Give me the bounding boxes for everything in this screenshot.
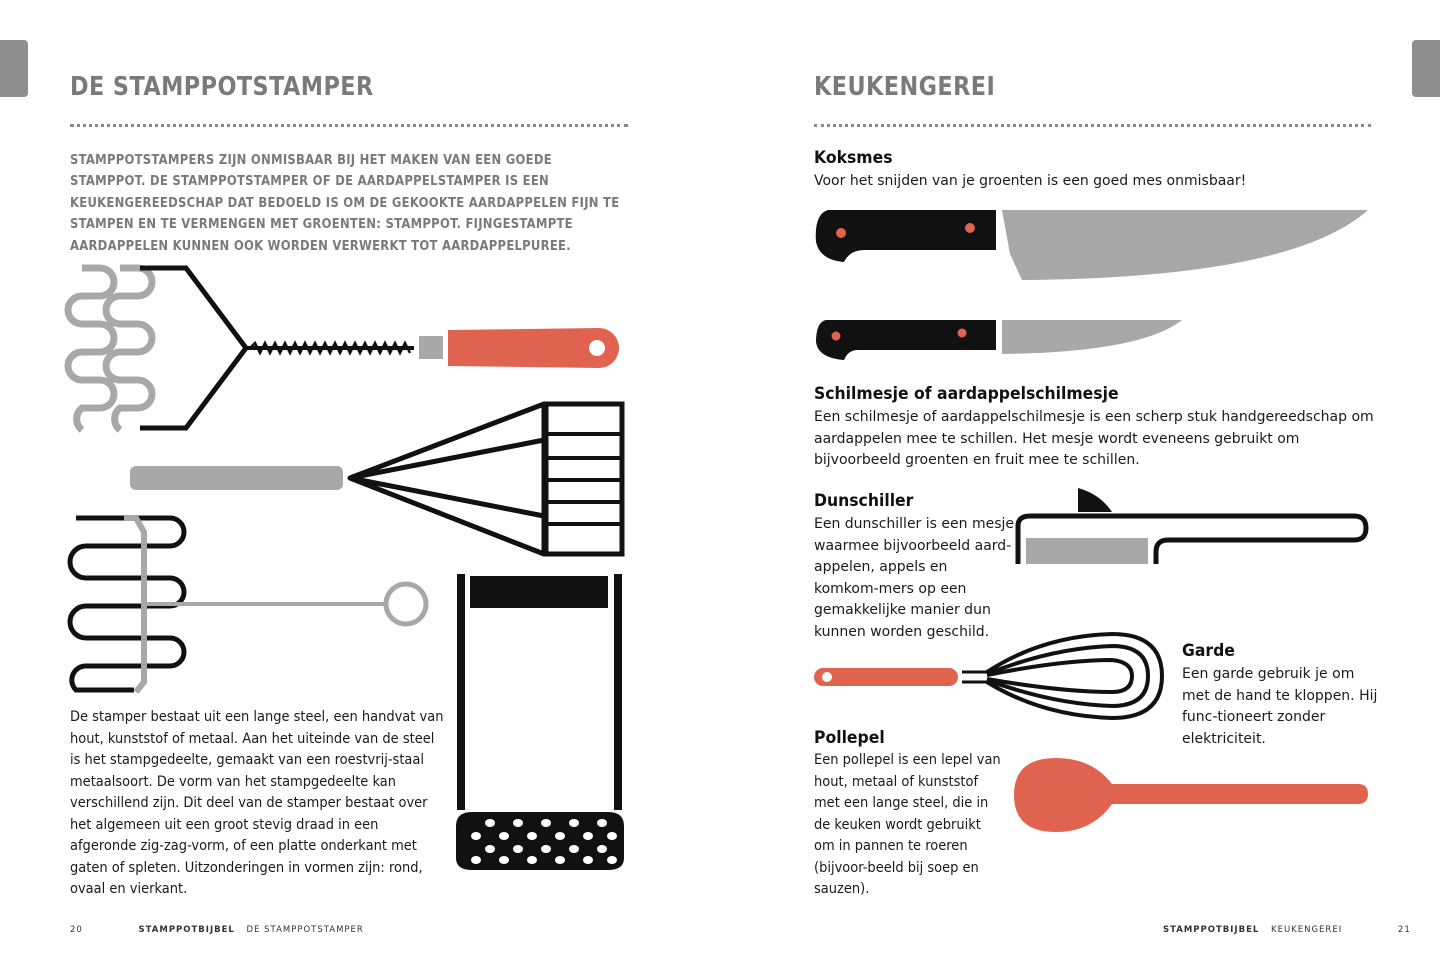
pollepel-text: Een pollepel is een lepel van hout, metaal of kunststof met een lange steel, die in de keuken wordt gebruikt om in pannen te roeren (bijvoor-beeld bij soep en sauzen).: [814, 752, 1001, 897]
left-page-tab: [0, 40, 28, 97]
left-intro-text: STAMPPOTSTAMPERS ZIJN ONMISBAAR BIJ HET MAKEN VAN EEN GOEDE STAMPPOT. DE STAMPPOTSTAMPER OF DE AARDAPPELSTAMPER IS EEN KEUKENGEREEDSCHAP DAT BEDOELD IS OM DE GEKOOKTE AARDAPPELEN FIJN TE STAMPEN EN TE VERMENGEN MET GROENTEN: STAMPPOT. FIJNGESTAMPTE AARDAPPELEN KUNNEN OOK WORDEN VERWERKT TOT AARDAPPELPUREE.: [70, 152, 620, 254]
left-page-title: DE STAMPPOTSTAMPER: [70, 72, 374, 102]
left-footer: [70, 925, 364, 935]
ladle-icon: [1012, 756, 1372, 834]
pollepel-heading: Pollepel: [814, 728, 885, 748]
schilmesje-heading: Schilmesje of aardappelschilmesje: [814, 384, 1119, 404]
right-title-divider: [814, 124, 1371, 127]
left-page-number: 20: [70, 925, 83, 935]
right-page-title: KEUKENGEREI: [814, 72, 996, 102]
garde-heading: Garde: [1182, 641, 1235, 661]
right-page-tab: [1412, 40, 1440, 97]
dunschiller-text: Een dunschiller is een mesje waarmee bijvoorbeeld aard-appelen, appels en komkom-mers op een gemakkelijke manier dun kunnen worden geschild.: [814, 516, 1014, 640]
masher-plate-illustration: [452, 572, 628, 872]
right-footer-chapter: KEUKENGEREI: [1271, 925, 1343, 935]
chef-knife-icon: [812, 206, 1374, 284]
peeler-icon: [1012, 486, 1372, 570]
schilmesje-text: Een schilmesje of aardappelschilmesje is een scherp stuk handgereedschap om aardappelen mee te schillen. Het mesje wordt eveneens gebruikt om bijvoorbeeld groenten en fruit mee te schillen.: [814, 409, 1374, 468]
left-footer-chapter: DE STAMPPOTSTAMPER: [246, 925, 364, 935]
left-title-divider: [70, 124, 628, 127]
right-footer: [1163, 925, 1411, 935]
garde-text: Een garde gebruik je om met de hand te kloppen. Hij func-tioneert zonder elektriciteit.: [1182, 666, 1378, 747]
utility-knife-icon: [812, 316, 1184, 362]
right-page-number: 21: [1397, 925, 1411, 935]
dunschiller-heading: Dunschiller: [814, 491, 914, 511]
koksmes-heading: Koksmes: [814, 148, 893, 168]
whisk-icon: [812, 630, 1168, 722]
left-body-text: De stamper bestaat uit een lange steel, een handvat van hout, kunststof of metaal. Aan het uiteinde van de steel is het stampgedeelte, gemaakt van een roestvrij-staal metaalsoort. De vorm van het stampgedeelte kan verschillend zijn. Dit deel van de stamper bestaat over het algemeen uit een groot stevig draad in een afgeronde zig-zag-vorm, of een platte onderkant met gaten of spleten. Uitzonderingen in vormen zijn: rond, ovaal en vierkant.: [70, 709, 444, 897]
koksmes-text: Voor het snijden van je groenten is een goed mes onmisbaar!: [814, 173, 1247, 189]
right-footer-book: STAMPPOTBIJBEL: [1163, 925, 1260, 935]
left-footer-book: STAMPPOTBIJBEL: [138, 925, 235, 935]
masher-loop-illustration: [64, 512, 434, 696]
